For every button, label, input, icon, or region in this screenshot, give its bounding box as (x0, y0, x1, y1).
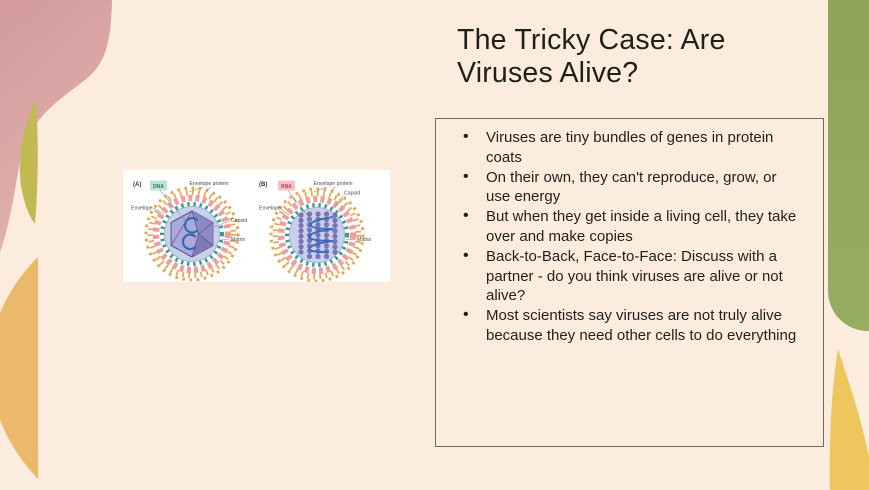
panel-a-tag: (A) (133, 182, 142, 188)
label-envelope-a: Envelope (131, 205, 153, 212)
virus-a-illustration (146, 188, 238, 280)
label-capsid-b: Capsid (344, 190, 361, 197)
bullet-item (459, 168, 823, 208)
label-envelope-protein-a: Envelope protein (189, 181, 229, 187)
content-textbox (435, 118, 824, 447)
bullet-item (459, 247, 823, 306)
label-capsid-a: Capsid (231, 218, 248, 224)
slide-title: The Tricky Case: Are Viruses Alive? (457, 24, 726, 90)
bullet-item (459, 306, 823, 346)
bullet-text: Back-to-Back, Face-to-Face: Discuss with a partner - do you think viruses are alive or not alive? (486, 247, 783, 305)
label-envelope-protein-b: Envelope protein (313, 181, 353, 187)
yellow-petal-shape (830, 349, 869, 490)
bullet-text: Most scientists say viruses are not truly alive because they need other cells to do everything (486, 307, 797, 344)
orange-leaf-shape (0, 257, 38, 479)
green-capsule-shape (828, 0, 869, 331)
bullet-text: But when they get inside a living cell, they take over and make copies (486, 208, 797, 245)
virus-diagram-figure (123, 170, 390, 282)
panel-b-tag: (B) (259, 182, 268, 188)
pink-wave-shape (0, 0, 112, 252)
label-matrix-b: Matrix (357, 237, 372, 243)
dna-chip-label: DNA (153, 183, 164, 190)
bullet-item (459, 128, 823, 168)
olive-leaf-shape (20, 100, 38, 224)
rna-chip-label: RNA (281, 183, 292, 190)
bullet-item (459, 207, 823, 247)
label-envelope-b: Envelope (259, 205, 281, 212)
label-matrix-a: Matrix (231, 237, 246, 243)
bullet-text: On their own, they can't reproduce, grow, or use energy (486, 168, 777, 206)
dna-chip (150, 181, 185, 221)
bullet-text: Viruses are tiny bundles of genes in protein coats (486, 129, 774, 166)
bullet-list (436, 119, 823, 346)
virus-b-illustration (271, 189, 363, 281)
